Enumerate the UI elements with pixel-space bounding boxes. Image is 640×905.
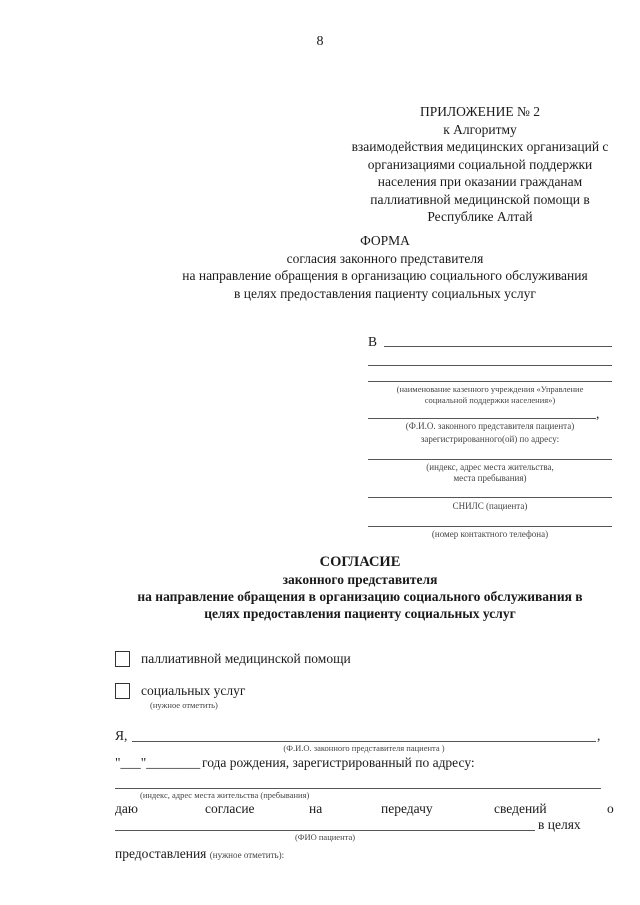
consent-word: даю xyxy=(115,801,138,816)
patient-fio-line[interactable] xyxy=(115,830,535,831)
appendix-line: Республике Алтай xyxy=(427,209,533,224)
options-note: (нужное отметить) xyxy=(150,700,218,710)
addressee-line-2[interactable] xyxy=(368,365,612,366)
caption-address-2: места пребывания) xyxy=(453,473,527,483)
page-number: 8 xyxy=(316,34,324,49)
addressee-line-3[interactable] xyxy=(368,381,612,382)
comma: , xyxy=(596,406,600,421)
caption-phone: (номер контактного телефона) xyxy=(431,529,549,539)
caption-patient-fio: (ФИО пациента) xyxy=(294,832,356,842)
rep-fio-line[interactable] xyxy=(132,741,596,742)
birth-text: года рождения, зарегистрированный по адресу: xyxy=(202,755,475,770)
form-title-block xyxy=(0,232,640,302)
caption-rep-address: (индекс, адрес места жительства (пребывания) xyxy=(140,790,310,800)
caption-institution-1: (наименование казенного учреждения «Управление xyxy=(396,384,584,394)
consent-title-block xyxy=(0,554,640,622)
option-label-palliative: паллиативной медицинской помощи xyxy=(141,651,351,666)
i-comma: , xyxy=(597,728,601,743)
appendix-block xyxy=(330,103,630,226)
address-line-2[interactable] xyxy=(368,497,612,498)
consent-word: на xyxy=(309,801,323,816)
consent-word: передачу xyxy=(381,801,433,816)
provision-note: (нужное отметить): xyxy=(209,850,285,860)
form-title-line: на направление обращения в организацию социального обслуживания xyxy=(182,268,588,283)
snils-label: СНИЛС (пациента) xyxy=(452,501,528,511)
form-heading: ФОРМА xyxy=(360,233,410,248)
consent-title-line: целях предоставления пациенту социальных услуг xyxy=(204,606,516,621)
i-prefix: Я, xyxy=(115,728,128,743)
consent-heading: СОГЛАСИЕ xyxy=(319,554,401,570)
option-label-social-services: социальных услуг xyxy=(141,683,246,698)
form-title-line: согласия законного представителя xyxy=(286,250,484,266)
form-title-line: в целях предоставления пациенту социальных услуг xyxy=(234,285,536,301)
birth-date-field[interactable]: "___"________ xyxy=(115,755,201,770)
rep-address-line[interactable] xyxy=(115,788,601,789)
appendix-line: населения при оказании гражданам xyxy=(377,174,583,189)
provision-word: предоставления xyxy=(115,846,207,861)
provision-text xyxy=(115,846,284,862)
addressee-prefix: В xyxy=(368,334,378,349)
appendix-line: паллиативной медицинской помощи в xyxy=(370,191,590,207)
caption-rep-fio: (Ф.И.О. законного представителя пациента ) xyxy=(283,743,445,753)
phone-line[interactable] xyxy=(368,526,612,527)
consent-word: о xyxy=(607,801,614,816)
checkbox-palliative[interactable] xyxy=(115,651,130,667)
address-line[interactable] xyxy=(368,459,612,460)
registered-label: зарегистрированного(ой) по адресу: xyxy=(420,434,560,444)
appendix-line: к Алгоритму xyxy=(443,121,517,137)
addressee-line-1[interactable] xyxy=(384,346,612,347)
in-purposes: в целях xyxy=(538,817,581,832)
consent-title-line: законного представителя xyxy=(282,572,438,587)
appendix-line: ПРИЛОЖЕНИЕ № 2 xyxy=(419,104,541,119)
caption-fio: (Ф.И.О. законного представителя пациента) xyxy=(405,421,575,431)
consent-title-line: на направление обращения в организацию социального обслуживания в xyxy=(137,589,583,604)
caption-institution-2: социальной поддержки населения») xyxy=(424,395,556,405)
appendix-line: организациями социальной поддержки xyxy=(367,156,593,172)
fio-line[interactable] xyxy=(368,418,596,419)
checkbox-social-services[interactable] xyxy=(115,683,130,699)
consent-word: согласие xyxy=(205,801,255,816)
caption-address-1: (индекс, адрес места жительства, xyxy=(426,462,554,472)
appendix-line: взаимодействия медицинских организаций с xyxy=(351,139,609,154)
consent-word: сведений xyxy=(494,801,547,816)
